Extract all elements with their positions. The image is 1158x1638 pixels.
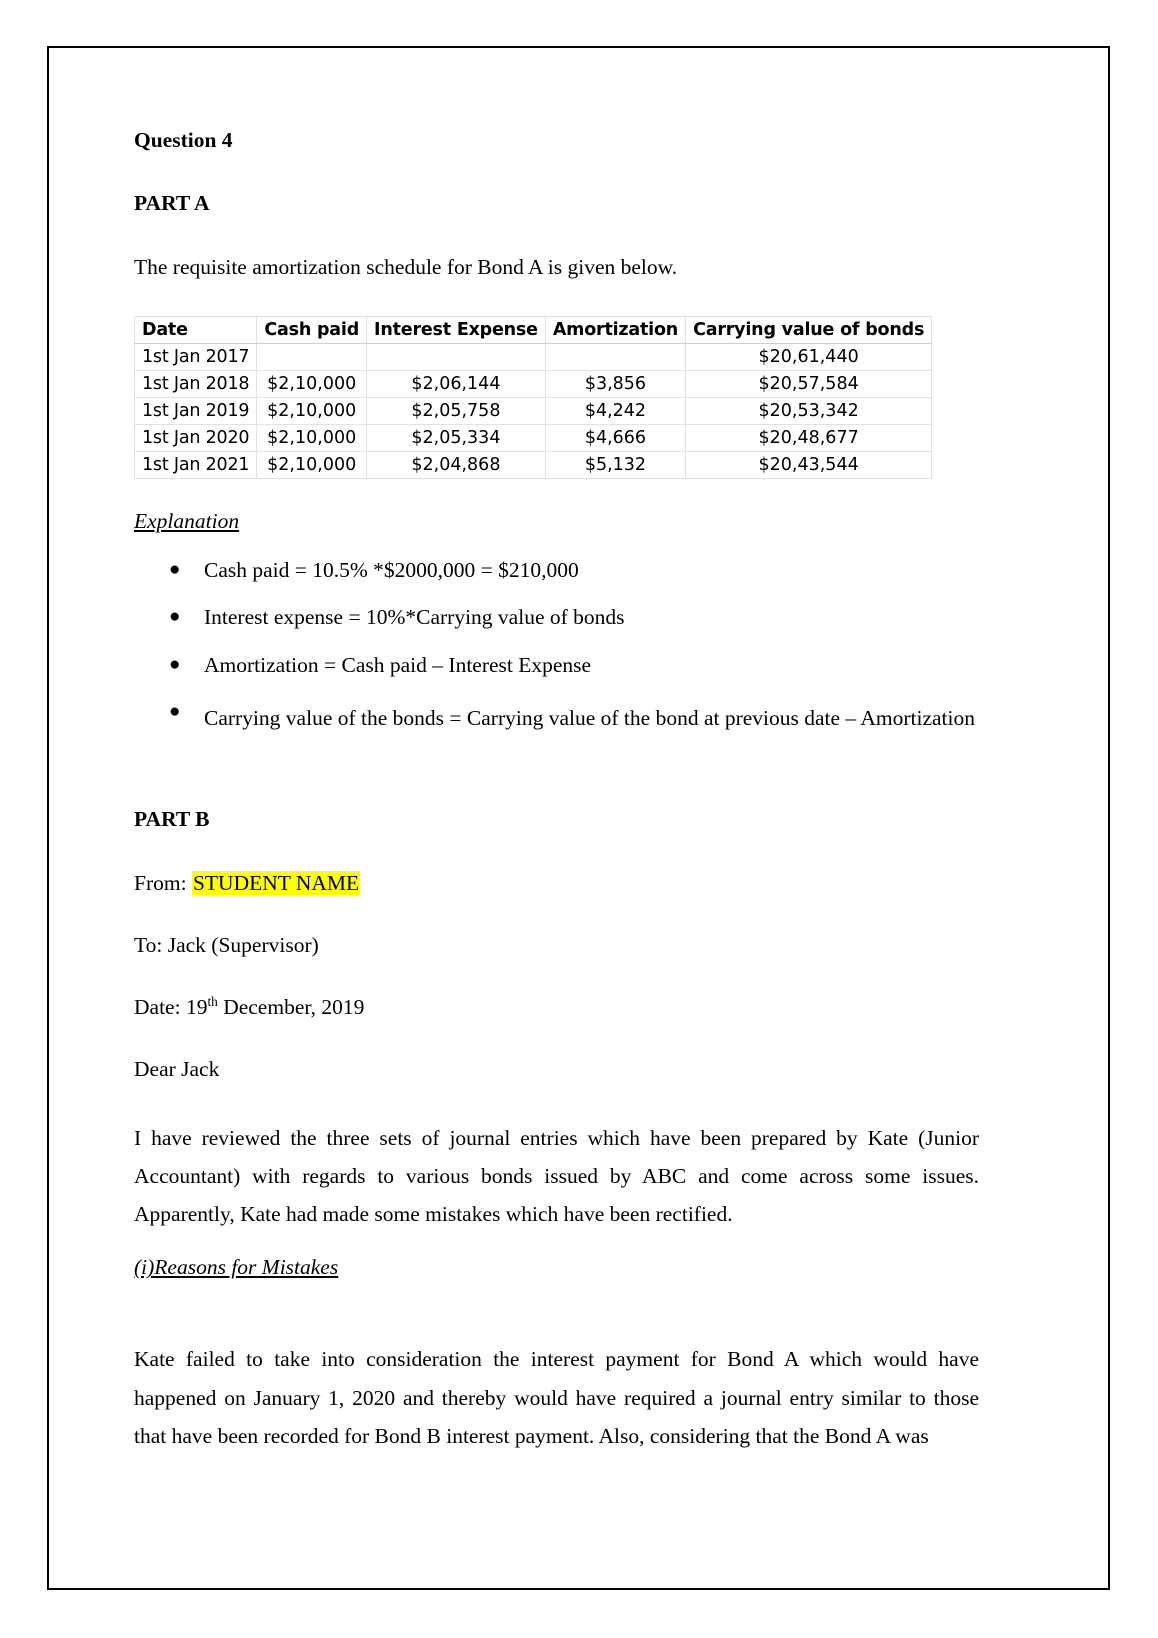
salutation: Dear Jack (134, 1057, 220, 1082)
cell-carrying-value: $20,61,440 (686, 343, 932, 370)
cell-date: 1st Jan 2018 (135, 370, 257, 397)
section-spacer (134, 737, 979, 807)
cell-interest-expense (367, 343, 546, 370)
cell-cash-paid: $2,10,000 (257, 370, 367, 397)
cell-amortization: $4,242 (545, 397, 685, 424)
cell-carrying-value: $20,43,544 (686, 451, 932, 478)
amortization-schedule-table (134, 316, 979, 479)
student-name-highlight: STUDENT NAME (192, 870, 360, 895)
cell-cash-paid: $2,10,000 (257, 424, 367, 451)
part-a-heading: PART A (134, 190, 210, 215)
to-line: To: Jack (Supervisor) (134, 932, 319, 957)
cell-interest-expense: $2,06,144 (367, 370, 546, 397)
column-header-carrying-value: Carrying value of bonds (686, 316, 932, 343)
bullet-dot-icon: ● (169, 558, 181, 580)
cell-date: 1st Jan 2019 (135, 397, 257, 424)
table-row (135, 397, 932, 424)
explanation-bullet-list (134, 558, 979, 737)
part-b-heading: PART B (134, 806, 210, 831)
cell-interest-expense: $2,04,868 (367, 451, 546, 478)
reasons-heading-wrap (134, 1255, 979, 1310)
cell-date: 1st Jan 2017 (135, 343, 257, 370)
list-item (134, 605, 979, 630)
cell-carrying-value: $20,57,584 (686, 370, 932, 397)
part-a-intro: The requisite amortization schedule for Bond A is given below. (134, 254, 678, 279)
cell-interest-expense: $2,05,758 (367, 397, 546, 424)
date-line (134, 994, 979, 1020)
cell-amortization: $4,666 (545, 424, 685, 451)
letter-body-paragraph: I have reviewed the three sets of journal entries which have been prepared by Kate (Junior Accountant) with regards to various bonds issued by ABC and come across some issues. Apparently, Kate had made some mistakes which have been rectified. (134, 1125, 979, 1227)
from-label: From: (134, 870, 187, 895)
amortization-table (134, 316, 932, 479)
bullet-dot-icon: ● (169, 606, 181, 628)
table-row (135, 370, 932, 397)
list-item (134, 558, 979, 583)
explanation-heading: Explanation (134, 508, 240, 533)
cell-cash-paid (257, 343, 367, 370)
table-header-row (135, 316, 932, 343)
reasons-for-mistakes-heading: (i)Reasons for Mistakes (134, 1255, 339, 1280)
list-item (134, 653, 979, 678)
column-header-date: Date (135, 316, 257, 343)
table-row (135, 424, 932, 451)
column-header-amortization: Amortization (545, 316, 685, 343)
bullet-dot-icon: ● (169, 700, 181, 722)
date-rest: December, 2019 (223, 995, 365, 1020)
column-header-interest-expense: Interest Expense (367, 316, 546, 343)
from-line (134, 870, 979, 896)
cell-date: 1st Jan 2020 (135, 424, 257, 451)
cell-date: 1st Jan 2021 (135, 451, 257, 478)
cell-cash-paid: $2,10,000 (257, 397, 367, 424)
date-ordinal-suffix: th (207, 993, 218, 1009)
bullet-text: Cash paid = 10.5% *$2000,000 = $210,000 (204, 557, 579, 582)
table-row (135, 343, 932, 370)
bullet-text: Interest expense = 10%*Carrying value of bonds (204, 605, 625, 630)
date-day: 19 (185, 995, 208, 1020)
list-item (134, 700, 979, 737)
page-sheet (47, 46, 1110, 1590)
cell-cash-paid: $2,10,000 (257, 451, 367, 478)
bullet-text: Carrying value of the bonds = Carrying value of the bond at previous date – Amortization (204, 705, 976, 730)
bullet-text: Amortization = Cash paid – Interest Expense (204, 652, 592, 677)
date-label: Date: (134, 995, 181, 1020)
reasons-paragraph: Kate failed to take into consideration the interest payment for Bond A which would have happened on January 1, 2020 and thereby would have required a journal entry similar to those that have been recorded for Bond B interest payment. Also, considering that the Bond A was (134, 1347, 979, 1448)
cell-interest-expense: $2,05,334 (367, 424, 546, 451)
table-row (135, 451, 932, 478)
cell-amortization: $5,132 (545, 451, 685, 478)
cell-carrying-value: $20,53,342 (686, 397, 932, 424)
bullet-dot-icon: ● (169, 653, 181, 675)
cell-amortization (545, 343, 685, 370)
cell-amortization: $3,856 (545, 370, 685, 397)
document-body (134, 128, 979, 1477)
cell-carrying-value: $20,48,677 (686, 424, 932, 451)
page-title: Question 4 (134, 128, 233, 152)
column-header-cash-paid: Cash paid (257, 316, 367, 343)
